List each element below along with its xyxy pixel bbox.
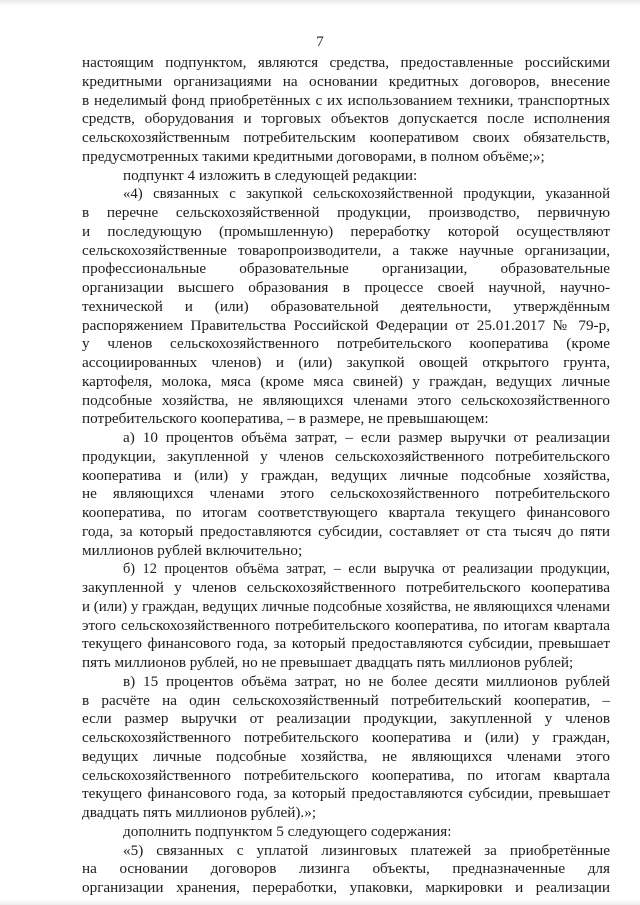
text-line: предусмотренных такими кредитными договорами, в полном объёме;»; [82,147,545,165]
paragraph [82,167,610,186]
text-line: сельскохозяйственные товаропроизводители, а также научные организации, [82,241,610,259]
text-line: этого сельскохозяйственного потребительского кооператива, по итогам квартала [82,616,610,634]
text-line: и (или) у граждан, ведущих личные подсобные хозяйства, не являющихся членами [82,598,610,615]
text-line: организации хранения, переработки, упаковки, маркировки и реализации [82,879,610,896]
text-line: профессиональные образовательные организации, образовательные [82,260,610,278]
text-line: продукции, закупленной у членов сельскохозяйственного потребительского [82,447,610,465]
text-line: дополнить подпунктом 5 следующего содержания: [123,822,452,840]
text-line: технической и (или) образовательной деятельности, утверждённым [82,297,610,315]
text-line: сельскохозяйственным потребительским кооперативом своих обязательств, [82,129,610,146]
text-line: потребительского кооператива, – в размере, не превышающем: [82,410,489,428]
text-line: миллионов рублей включительно; [82,541,303,559]
text-line: в расчёте на один сельскохозяйственный потребительский кооператив, – [82,691,610,709]
text-line: двадцать пять миллионов рублей).»; [82,804,317,821]
text-line: б) 12 процентов объёма затрат, – если выручка от реализации продукции, [123,561,610,578]
text-line: а) 10 процентов объёма затрат, – если размер выручки от реализации [123,429,610,446]
text-line: пять миллионов рублей, но не превышает двадцать пять миллионов рублей; [82,654,574,671]
scan-edge-top [0,0,640,6]
text-line: настоящим подпунктом, являются средства, предоставленные российскими [82,54,610,71]
paragraph [82,823,610,842]
text-line: распоряжением Правительства Российской Федерации от 25.01.2017 № 79-р, [82,316,610,334]
text-line: закупленной у членов сельскохозяйственного потребительского кооператива [82,579,610,596]
paragraph [82,842,610,898]
text-line: в) 15 процентов объёма затрат, но не более десяти миллионов рублей [123,672,610,690]
text-line: если размер выручки от реализации продукции, закупленной у членов [82,710,610,728]
paragraph [82,673,610,823]
paragraph [82,54,610,167]
text-line: организации высшего образования в процессе своей научной, научно- [82,279,610,296]
text-line: текущего финансового года, за который предоставляются субсидии, превышает [82,635,610,653]
text-line: и последующую (промышленную) переработку которой осуществляют [82,222,610,240]
text-line: сельскохозяйственного потребительского кооператива и (или) у граждан, [82,729,610,746]
text-line: картофеля, молока, мяса (кроме мяса свиней) у граждан, ведущих личные [82,372,610,390]
text-line: текущего финансового года, за который предоставляются субсидии, превышает [82,785,610,803]
text-line: кооператива и (или) у граждан, ведущих личные подсобные хозяйства, [82,466,610,484]
paragraph [82,560,610,673]
text-line: у членов сельскохозяйственного потребительского кооператива (кроме [82,335,610,353]
text-line: подпункт 4 изложить в следующей редакции: [123,166,418,184]
text-line: в неделимый фонд приобретённых с их использованием техники, транспортных [82,91,610,109]
text-line: кооператива, по итогам соответствующего квартала текущего финансового [82,504,610,521]
text-line: ведущих личные подсобные хозяйства, не являющихся членами этого [82,747,610,765]
text-line: средств, оборудования и торговых объектов допускается после исполнения [82,110,610,128]
text-line: не являющихся членами этого сельскохозяйственного потребительского [82,485,610,503]
text-line: кредитными организациями на основании кредитных договоров, внесение [82,72,610,90]
document-body [82,54,610,898]
text-line: сельскохозяйственного потребительского кооператива, по итогам квартала [82,766,610,784]
text-line: «4) связанных с закупкой сельскохозяйственной продукции, указанной [123,186,610,203]
paragraph [82,185,610,429]
page-number: 7 [316,34,324,50]
scan-edge-bottom [0,900,640,905]
text-line: ассоциированных членов) и (или) закупкой овощей открытого грунта, [82,354,610,371]
text-line: года, за который предоставляются субсидии, составляет от ста тысяч до пяти [82,522,610,540]
text-line: «5) связанных с уплатой лизинговых платежей за приобретённые [123,841,610,859]
text-line: в перечне сельскохозяйственной продукции, производство, первичную [82,204,610,221]
text-line: подсобные хозяйства, не являющихся членами этого сельскохозяйственного [82,391,610,409]
text-line: на основании договоров лизинга объекты, предназначенные для [82,860,610,878]
paragraph [82,429,610,560]
